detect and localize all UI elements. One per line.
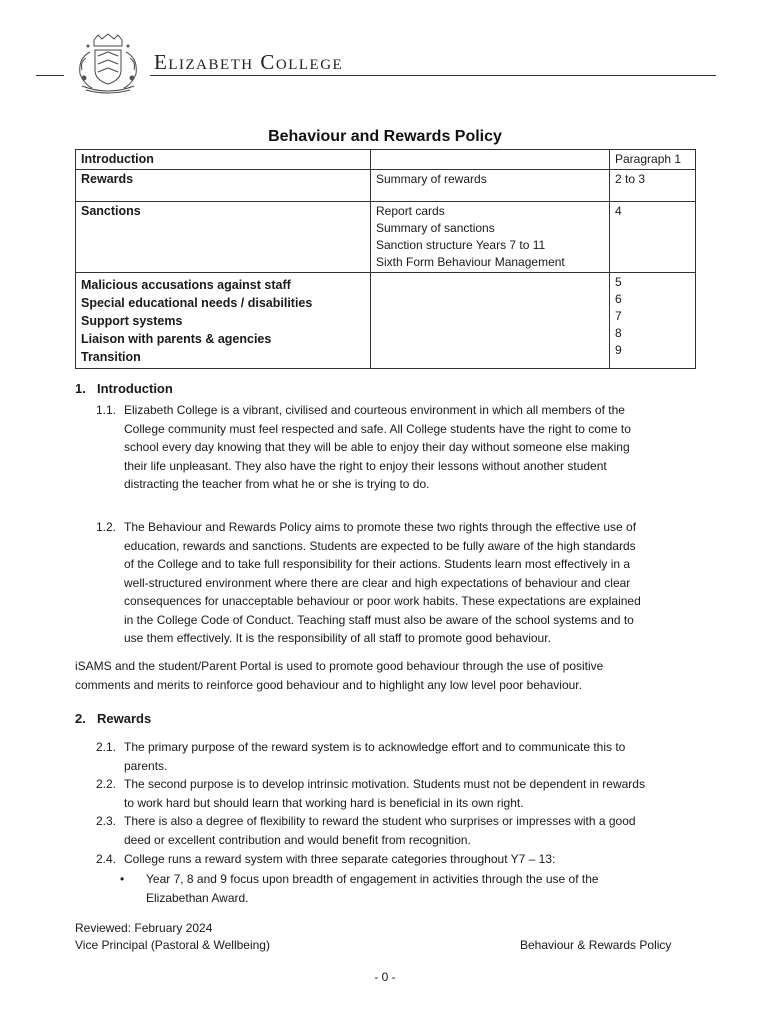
college-crest-icon bbox=[68, 32, 148, 96]
table-row bbox=[76, 273, 696, 369]
toc-section: Support systems bbox=[81, 314, 183, 328]
paragraph-number: 2.1. bbox=[96, 740, 117, 754]
section-number: 2. bbox=[75, 711, 86, 726]
text-line: deed or excellent contribution and would benefit from recognition. bbox=[124, 832, 471, 847]
text-line: well-structured environment where there are clear and high expectations of behaviour and clear bbox=[124, 575, 631, 590]
table-row bbox=[76, 150, 696, 170]
paragraph-text bbox=[124, 775, 696, 812]
paragraph-2-3 bbox=[96, 812, 696, 849]
bullet-icon: • bbox=[120, 872, 125, 886]
text-line: consequences for unacceptable behaviour or poor work habits. These expectations are explained bbox=[124, 594, 641, 608]
paragraph-number: 2.4. bbox=[96, 852, 117, 866]
paragraph-text bbox=[124, 401, 696, 494]
text-line: to work hard but should learn that working hard is beneficial in its own right. bbox=[124, 795, 524, 810]
footer-reviewed: Reviewed: February 2024 bbox=[75, 921, 213, 935]
toc-para: 9 bbox=[615, 343, 622, 357]
section-number: 1. bbox=[75, 381, 86, 396]
toc-section: Transition bbox=[81, 350, 141, 364]
toc-para-cell: Paragraph 1 bbox=[610, 150, 696, 170]
college-name: Elizabeth College bbox=[154, 50, 344, 74]
toc-section-cell: Introduction bbox=[76, 150, 371, 170]
bullet-text bbox=[146, 870, 680, 907]
footer-left bbox=[75, 920, 270, 954]
table-row bbox=[76, 170, 696, 202]
toc-section: Malicious accusations against staff bbox=[81, 278, 291, 292]
toc-section-cell bbox=[76, 273, 371, 369]
toc-para: 5 bbox=[615, 275, 622, 289]
text-line: Year 7, 8 and 9 focus upon breadth of engagement in activities through the use of the bbox=[146, 872, 599, 886]
toc-para: 8 bbox=[615, 326, 622, 340]
paragraph-number: 1.1. bbox=[96, 403, 117, 417]
text-line: distracting the teacher from what he or she is trying to do. bbox=[124, 477, 430, 491]
text-line: iSAMS and the student/Parent Portal is used to promote good behaviour through the use of positive bbox=[75, 659, 604, 673]
paragraph-number: 1.2. bbox=[96, 520, 117, 534]
toc-topic: Report cards bbox=[376, 204, 445, 218]
text-line: their life unpleasant. They also have the right to enjoy their lessons without another student bbox=[124, 458, 607, 473]
toc-topic: Sixth Form Behaviour Management bbox=[376, 255, 565, 269]
text-line: The Behaviour and Rewards Policy aims to promote these two rights through the effective use of bbox=[124, 520, 637, 534]
toc-para-cell bbox=[610, 273, 696, 369]
text-line: comments and merits to reinforce good behaviour and to highlight any low level poor behaviour. bbox=[75, 678, 582, 692]
paragraph-text bbox=[124, 812, 696, 849]
toc-topics-cell bbox=[371, 202, 610, 273]
toc-section: Special educational needs / disabilities bbox=[81, 296, 313, 310]
text-line: school every day knowing that they will be able to enjoy their day without someone else making bbox=[124, 440, 630, 454]
isams-paragraph bbox=[75, 657, 695, 695]
text-line: education, rewards and sanctions. Students are expected to be fully aware of the high standards bbox=[124, 538, 636, 553]
toc-topics-cell bbox=[371, 150, 610, 170]
paragraph-2-4 bbox=[96, 850, 696, 869]
paragraph-1-1 bbox=[96, 401, 696, 494]
paragraph-text bbox=[124, 518, 696, 648]
paragraph-number: 2.3. bbox=[96, 814, 117, 828]
text-line: The primary purpose of the reward system is to acknowledge effort and to communicate this to bbox=[124, 740, 626, 754]
text-line: There is also a degree of flexibility to reward the student who surprises or impresses with a good bbox=[124, 814, 636, 828]
toc-para-cell: 4 bbox=[610, 202, 696, 273]
text-line: in the College Code of Conduct. Teaching staff must also be aware of the school systems and to bbox=[124, 612, 634, 627]
text-line: Elizabethan Award. bbox=[146, 890, 249, 905]
section-heading-rewards bbox=[75, 711, 151, 726]
text-line: College runs a reward system with three separate categories throughout Y7 – 13: bbox=[124, 852, 556, 866]
table-row bbox=[76, 202, 696, 273]
paragraph-number: 2.2. bbox=[96, 777, 117, 791]
toc-topics-cell: Summary of rewards bbox=[371, 170, 610, 202]
toc-topics-cell bbox=[371, 273, 610, 369]
page-number: - 0 - bbox=[374, 970, 396, 984]
toc-section-cell: Rewards bbox=[76, 170, 371, 202]
toc-topic: Sanction structure Years 7 to 11 bbox=[376, 238, 546, 252]
document-title: Behaviour and Rewards Policy bbox=[268, 128, 502, 145]
text-line: use them effectively. It is the responsibility of all staff to promote good behaviour. bbox=[124, 631, 551, 645]
toc-para: 7 bbox=[615, 309, 622, 323]
contents-table bbox=[75, 149, 696, 369]
paragraph-1-2 bbox=[96, 518, 696, 648]
footer-doc-name: Behaviour & Rewards Policy bbox=[520, 938, 672, 952]
paragraph-2-1 bbox=[96, 738, 696, 775]
text-line: College community must feel respected and safe. All College students have the right to come to bbox=[124, 421, 631, 436]
text-line: parents. bbox=[124, 758, 168, 773]
toc-para: 6 bbox=[615, 292, 622, 306]
toc-para-cell: 2 to 3 bbox=[610, 170, 696, 202]
text-line: The second purpose is to develop intrinsic motivation. Students must not be dependent in rewards bbox=[124, 777, 645, 791]
toc-section-cell: Sanctions bbox=[76, 202, 371, 273]
paragraph-text bbox=[124, 738, 696, 775]
text-line: of the College and to take full responsibility for their actions. Students learn most effectively in a bbox=[124, 557, 631, 571]
paragraph-2-2 bbox=[96, 775, 696, 812]
text-line: Elizabeth College is a vibrant, civilised and courteous environment in which all members of the bbox=[124, 403, 625, 417]
toc-topic: Summary of sanctions bbox=[376, 221, 495, 235]
section-heading-introduction bbox=[75, 381, 173, 396]
paragraph-text bbox=[124, 850, 696, 869]
header-rule-left bbox=[36, 75, 64, 76]
section-title: Rewards bbox=[97, 711, 152, 726]
toc-section: Liaison with parents & agencies bbox=[81, 332, 272, 346]
header-rule-right bbox=[150, 75, 716, 76]
section-title: Introduction bbox=[97, 381, 173, 396]
bullet-item bbox=[120, 870, 680, 907]
footer-owner: Vice Principal (Pastoral & Wellbeing) bbox=[75, 938, 270, 952]
